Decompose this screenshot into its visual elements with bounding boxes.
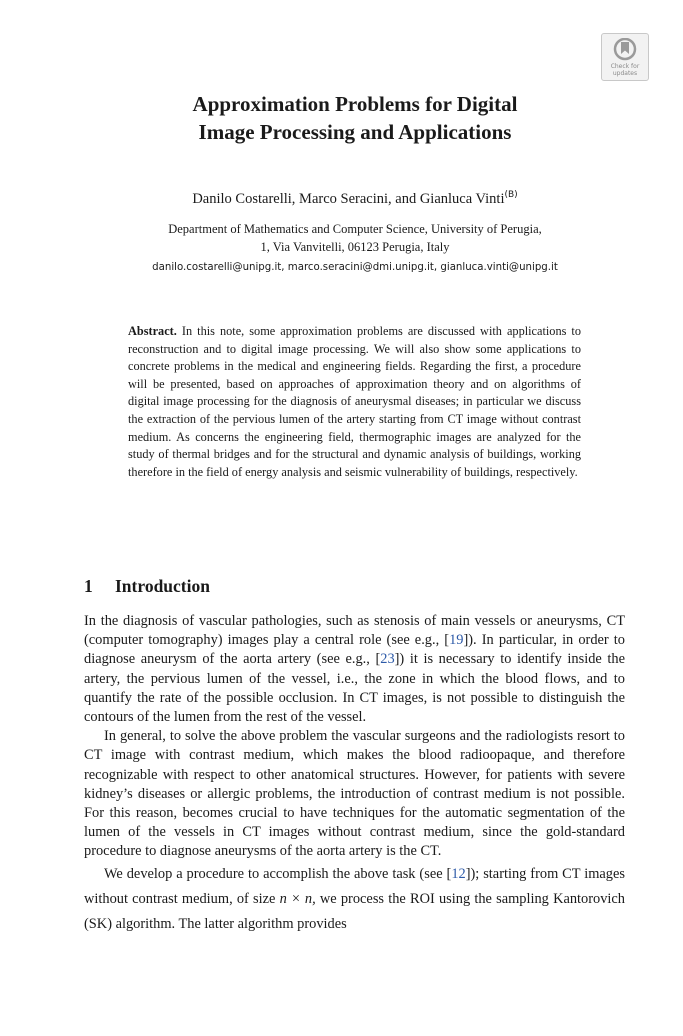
affiliation <box>60 221 650 256</box>
body-text <box>84 612 625 937</box>
paragraph-1-part-b: ]). In particular, in order to diagnose aneurysm of the aorta artery (see e.g., [ <box>84 632 625 668</box>
section-title: Introduction <box>115 576 210 596</box>
badge-label-line-2: updates <box>612 70 638 77</box>
paper-title <box>60 90 650 146</box>
title-line-1: Approximation Problems for Digital <box>192 92 518 116</box>
abstract-text: In this note, some approximation problems are discussed with applications to reconstruction and to digital image processing. We will also show some applications to concrete problems in the medical and engineering fields. Regarding the first, a procedure will be presented, based on approaches of approximation theory and on algorithms of digital image processing for the diagnosis of aneurysmal diseases; in particular we discuss the extraction of the pervious lumen of the artery starting from CT image without contrast medium. As concerns the engineering field, thermographic images are analyzed for the study of thermal bridges and for the structural and dynamic analysis of buildings, working therefore in the field of energy analysis and seismic vulnerability of buildings, respectively. <box>128 324 581 479</box>
paragraph-1-part-c: ]) it is necessary to identify inside the artery, the pervious lumen of the vessel, i.e., the zone in which the blood flows, and to quantify the rate of the possible occlusion. In CT images, is not possible to distinguish the contours of the lumen from the rest of the vessel. <box>84 651 625 726</box>
affiliation-line-1: Department of Mathematics and Computer Science, University of Perugia, <box>168 222 542 236</box>
title-line-2: Image Processing and Applications <box>198 120 512 144</box>
paragraph-2: In general, to solve the above problem the vascular surgeons and the radiologists resort to CT image with contrast medium, which makes the blood radioopaque, and therefore recognizable with respect to other anatomical structures. However, for patients with severe kidney’s diseases or allergic problems, the introduction of contrast medium is not possible. For this reason, becomes crucial to have techniques for the automatic segmentation of the lumen of the vessels in CT images without contrast medium, since the gold-standard procedure to diagnose aneurysms of the aorta artery is the CT. <box>84 728 625 860</box>
math-size: n × n, <box>279 890 316 907</box>
bookmark-ribbon-icon <box>612 38 638 62</box>
abstract <box>128 323 581 481</box>
paragraph-1-part-a: In the diagnosis of vascular pathologies, such as stenosis of main vessels or aneurysms, CT (computer tomography) images play a central role (see e.g., [ <box>84 613 625 649</box>
badge-label <box>611 63 640 77</box>
corresponding-author-mark: (B) <box>504 190 518 200</box>
abstract-label: Abstract. <box>128 324 177 338</box>
section-number: 1 <box>84 576 93 596</box>
citation-link[interactable]: 23 <box>380 651 395 668</box>
author-list <box>60 185 650 209</box>
paragraph-3 <box>84 862 625 937</box>
citation-link[interactable]: 12 <box>451 865 466 882</box>
paragraph-3-part-c: we process the ROI using the sampling Kantorovich (SK) algorithm. The latter algorithm provides <box>84 890 625 932</box>
paragraph-3-part-a: We develop a procedure to accomplish the above task (see [ <box>104 865 452 882</box>
author-emails: danilo.costarelli@unipg.it, marco.seracini@dmi.unipg.it, gianluca.vinti@unipg.it <box>152 262 558 273</box>
paragraph-3-part-b: ]); starting from CT images without contrast medium, of size <box>84 865 625 907</box>
section-heading <box>84 574 210 598</box>
authors-names: Danilo Costarelli, Marco Seracini, and Gianluca Vinti <box>192 190 505 207</box>
paragraph-1 <box>84 612 625 727</box>
check-for-updates-badge[interactable] <box>601 33 649 81</box>
citation-link[interactable]: 19 <box>449 632 464 649</box>
badge-label-line-1: Check for <box>610 63 640 70</box>
affiliation-line-2: 1, Via Vanvitelli, 06123 Perugia, Italy <box>260 239 450 254</box>
